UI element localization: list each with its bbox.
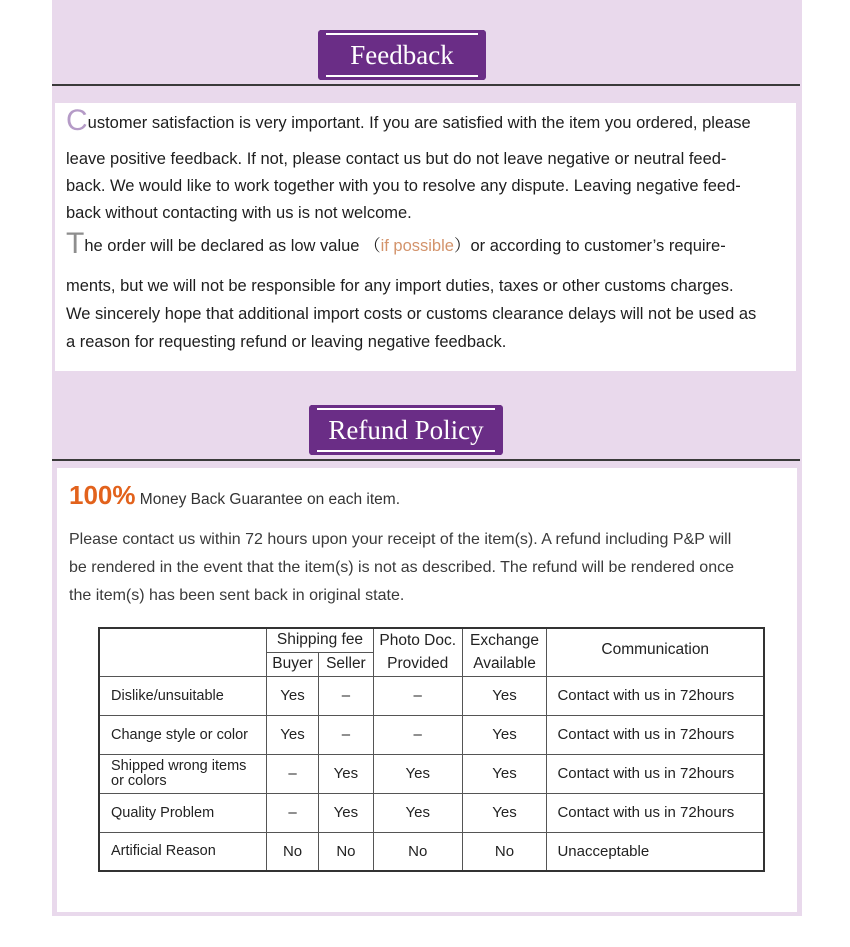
money-back-guarantee [69,480,400,511]
row-reason [99,754,267,793]
feedback-line-3: back. We would like to work together with you to resolve any dispute. Leaving negative feed- [66,177,741,195]
row-exchange: Yes [462,754,547,793]
header-shipping-fee: Shipping fee [267,628,374,652]
row-communication: Unacceptable [547,832,764,871]
row-reason: Quality Problem [99,793,267,832]
row-buyer: – [267,754,319,793]
refund-line-2: be rendered in the event that the item(s) is not as described. The refund will be rendered once [69,559,734,576]
row-photo: Yes [373,793,462,832]
row-photo: – [373,715,462,754]
if-possible-highlight: if possible [380,237,454,255]
feedback-line-6: ments, but we will not be responsible for any import duties, taxes or other customs charges. [66,277,734,295]
refund-divider [52,459,800,461]
table-row [99,676,764,715]
table-row [99,793,764,832]
refund-policy-table [98,627,765,872]
row-seller: Yes [318,793,373,832]
feedback-divider [52,84,800,86]
feedback-line-4: back without contacting with us is not welcome. [66,204,412,222]
row-exchange: Yes [462,676,547,715]
table-header-row-1 [99,628,764,652]
header-exchange: Exchange [462,628,547,652]
feedback-line-5 [66,227,796,265]
header-communication: Communication [547,628,764,676]
guarantee-percent: 100% [69,480,136,510]
row-photo: Yes [373,754,462,793]
row-reason: Dislike/unsuitable [99,676,267,715]
header-seller: Seller [318,652,373,676]
table-header-blank [99,628,267,676]
refund-line-1: Please contact us within 72 hours upon your receipt of the item(s). A refund including P&P will [69,531,732,548]
table-row [99,832,764,871]
row-seller: Yes [318,754,373,793]
feedback-paragraph [66,104,796,357]
row-buyer: No [267,832,319,871]
table-row [99,715,764,754]
guarantee-text: Money Back Guarantee on each item. [135,491,401,508]
refund-line-3: the item(s) has been sent back in original state. [69,587,405,604]
feedback-line-1 [66,104,796,142]
row-communication: Contact with us in 72hours [547,676,764,715]
feedback-title: Feedback [350,40,454,70]
row-communication: Contact with us in 72hours [547,793,764,832]
feedback-banner [323,33,481,77]
feedback-line-7: We sincerely hope that additional import costs or customs clearance delays will not be used as [66,305,757,323]
row-reason: Change style or color [99,715,267,754]
table-row [99,754,764,793]
banner-ornament-right-2 [495,405,503,455]
refund-title: Refund Policy [328,415,484,445]
header-available: Available [462,652,547,676]
row-reason: Artificial Reason [99,832,267,871]
banner-ornament-right [478,30,486,80]
header-buyer: Buyer [267,652,319,676]
dropcap-c: C [66,104,88,137]
banner-ornament-left [318,30,326,80]
feedback-line-2: leave positive feedback. If not, please contact us but do not leave negative or neutral feed- [66,150,727,168]
row-seller: – [318,715,373,754]
row-photo: – [373,676,462,715]
row-buyer: – [267,793,319,832]
row-reason-line-2: or colors [111,772,167,789]
row-exchange: Yes [462,715,547,754]
row-communication: Contact with us in 72hours [547,754,764,793]
header-photo-doc: Photo Doc. [373,628,462,652]
dropcap-t: T [66,227,85,260]
row-seller: – [318,676,373,715]
refund-banner [314,408,498,452]
feedback-line-5-text-a: he order will be declared as low value （ [84,237,381,255]
header-provided: Provided [373,652,462,676]
refund-paragraph [69,526,795,610]
row-exchange: Yes [462,793,547,832]
row-exchange: No [462,832,547,871]
row-seller: No [318,832,373,871]
feedback-line-8: a reason for requesting refund or leaving negative feedback. [66,333,507,351]
feedback-line-1-text: ustomer satisfaction is very important. If you are satisfied with the item you ordered, please [87,114,751,132]
row-reason-line-1: Shipped wrong items [111,757,247,774]
row-buyer: Yes [267,676,319,715]
feedback-line-5-text-b: ）or according to customer’s require- [453,237,726,255]
row-buyer: Yes [267,715,319,754]
banner-ornament-left-2 [309,405,317,455]
row-photo: No [373,832,462,871]
row-communication: Contact with us in 72hours [547,715,764,754]
